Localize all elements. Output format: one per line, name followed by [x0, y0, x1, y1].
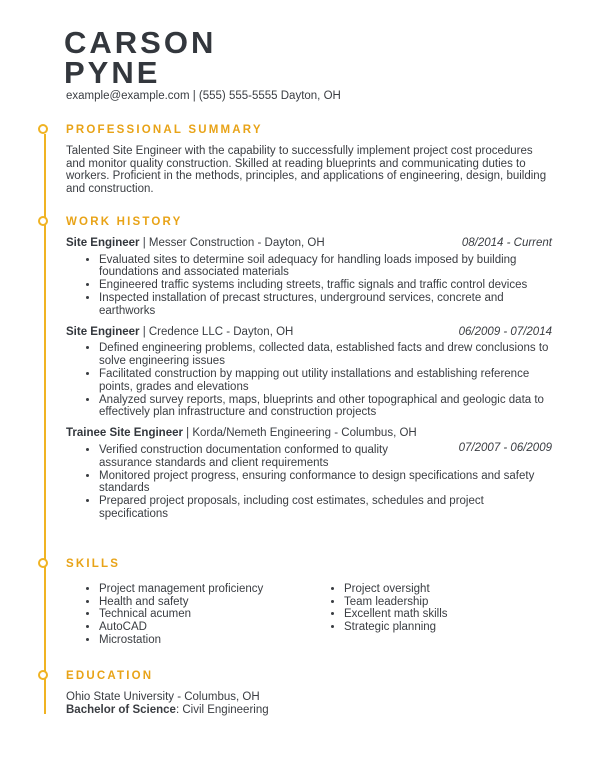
- degree-field: : Civil Engineering: [175, 703, 269, 716]
- skills-list-right: [311, 583, 556, 647]
- skill-item: • Technical acumen: [99, 608, 311, 621]
- skill-item: • Strategic planning: [344, 621, 556, 634]
- job-bullets: [66, 444, 556, 521]
- education-section: [66, 670, 556, 716]
- degree: [66, 704, 556, 717]
- job-entry: [66, 326, 556, 420]
- job-company: | Messer Construction - Dayton, OH: [139, 236, 325, 249]
- list-item: • Analyzed survey reports, maps, blueprints and other topographical and geologic data to effectively plan infrastructure and construction projects: [99, 394, 556, 420]
- skill-item: • Project oversight: [344, 583, 556, 596]
- job-title-line: [66, 427, 556, 440]
- work-history-section: [66, 216, 556, 529]
- timeline-dot-icon: [38, 124, 48, 134]
- skill-item: • Microstation: [99, 634, 311, 647]
- job-company: | Credence LLC - Dayton, OH: [139, 325, 294, 338]
- timeline-dot-icon: [38, 216, 48, 226]
- summary-text: Talented Site Engineer with the capability to successfully implement project cost procedures and monitor quality construction. Skilled at reading blueprints and communicating duties to workers. Proficient in the methods, principles, and applications of engineering, design, building and construction.: [66, 144, 547, 196]
- job-company: | Korda/Nemeth Engineering - Columbus, OH: [182, 427, 417, 440]
- job-entry: [66, 237, 556, 318]
- job-title: Site Engineer: [66, 325, 140, 338]
- skill-item: • Excellent math skills: [344, 608, 556, 621]
- candidate-name: [64, 25, 217, 90]
- job-title: Trainee Site Engineer: [66, 427, 183, 440]
- skill-item: • Team leadership: [344, 596, 556, 609]
- section-heading: SKILLS: [66, 558, 121, 570]
- skill-item: • Project management proficiency: [99, 583, 311, 596]
- job-bullets: [66, 254, 556, 318]
- last-name: PYNE: [64, 55, 161, 90]
- timeline-dot-icon: [38, 670, 48, 680]
- skills-section: [66, 558, 556, 647]
- school: Ohio State University - Columbus, OH: [66, 690, 260, 703]
- job-dates: 08/2014 - Current: [461, 236, 552, 249]
- section-heading: EDUCATION: [66, 670, 154, 682]
- summary-section: [66, 124, 556, 196]
- job-entry: [66, 427, 556, 521]
- list-item: • Monitored project progress, ensuring conformance to design specifications and safety standards: [99, 470, 556, 496]
- timeline-dot-icon: [38, 558, 48, 568]
- list-item: • Facilitated construction by mapping out utility installations and establishing reference points, grades and elevations: [99, 368, 556, 394]
- section-heading: PROFESSIONAL SUMMARY: [66, 124, 263, 136]
- job-dates: 07/2007 - 06/2009: [458, 442, 552, 455]
- section-heading: WORK HISTORY: [66, 216, 183, 228]
- list-item: • Evaluated sites to determine soil adequacy for handling loads imposed by building foundations and associated materials: [99, 254, 556, 280]
- contact-info: example@example.com | (555) 555-5555 Dayton, OH: [66, 90, 341, 102]
- job-title: Site Engineer: [66, 236, 140, 249]
- list-item: • Verified construction documentation conformed to quality assurance standards and client requirements: [99, 444, 429, 470]
- list-item: • Engineered traffic systems including streets, traffic signals and traffic control devices: [99, 279, 556, 292]
- first-name: CARSON: [64, 25, 217, 60]
- skill-item: • Health and safety: [99, 596, 311, 609]
- skill-item: • AutoCAD: [99, 621, 311, 634]
- degree-label: Bachelor of Science: [66, 703, 176, 716]
- skills-list-left: [66, 583, 311, 647]
- list-item: • Prepared project proposals, including cost estimates, schedules and project specifications: [99, 495, 556, 521]
- list-item: • Inspected installation of precast structures, underground services, concrete and earthworks: [99, 292, 556, 318]
- job-dates: 06/2009 - 07/2014: [458, 325, 552, 338]
- list-item: • Defined engineering problems, collected data, established facts and drew conclusions to solve engineering issues: [99, 342, 556, 368]
- job-bullets: [66, 342, 556, 419]
